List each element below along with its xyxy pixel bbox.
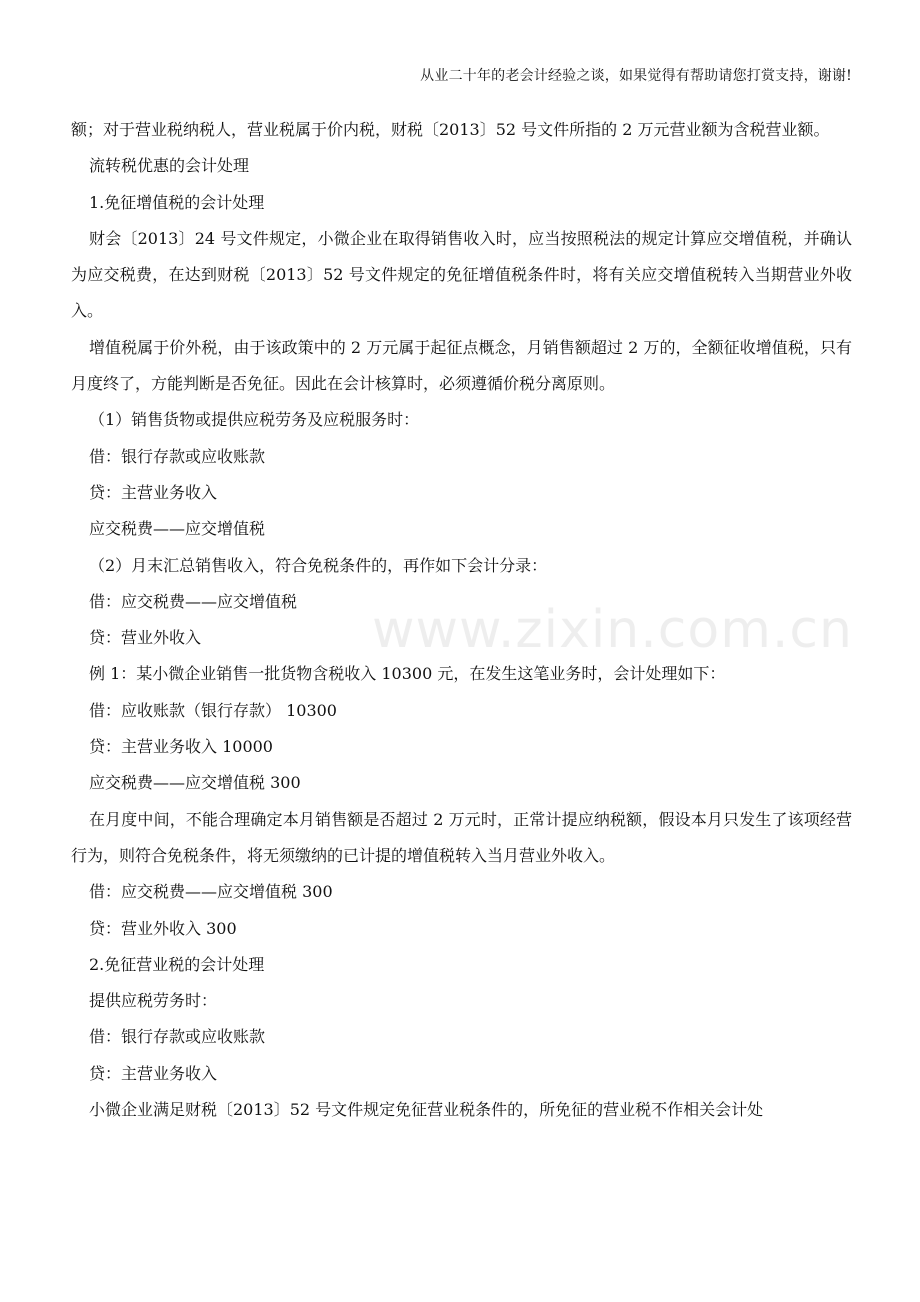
journal-credit: 贷：主营业务收入	[89, 482, 218, 502]
step-1-heading: （1）销售货物或提供应税劳务及应税服务时：	[89, 410, 420, 430]
journal-credit: 贷：主营业务收入 10000	[89, 737, 273, 757]
subheading-vat-exemption: 1.免征增值税的会计处理	[89, 192, 265, 212]
subheading-business-tax-exemption: 2.免征营业税的会计处理	[89, 954, 265, 974]
paragraph-regulation: 财会〔2013〕24 号文件规定，小微企业在取得销售收入时，应当按照税法的规定计算应交增值税，并确认为应交税费，在达到财税〔2013〕52 号文件规定的免征增值税条件时，将有关应交增值税转入当期营业外收入。	[71, 228, 852, 321]
journal-credit-sub: 应交税费——应交增值税 300	[89, 773, 301, 793]
example-1-heading: 例 1：某小微企业销售一批货物含税收入 10300 元，在发生这笔业务时，会计处理如下：	[89, 664, 726, 684]
section-heading-turnover-tax: 流转税优惠的会计处理	[89, 156, 250, 176]
journal-credit: 贷：主营业务收入	[89, 1063, 218, 1083]
step-2-heading: （2）月末汇总销售收入，符合免税条件的，再作如下会计分录：	[89, 555, 548, 575]
header-note: 从业二十年的老会计经验之谈，如果觉得有帮助请您打赏支持，谢谢!	[420, 68, 852, 84]
document-body	[71, 112, 852, 1128]
paragraph-business-tax-note: 小微企业满足财税〔2013〕52 号文件规定免征营业税条件的，所免征的营业税不作相关会计处	[89, 1100, 764, 1120]
header-divider	[68, 92, 852, 93]
journal-debit: 借：银行存款或应收账款	[89, 446, 266, 466]
journal-debit: 借：应收账款（银行存款） 10300	[89, 700, 337, 720]
paragraph-continuation: 额；对于营业税纳税人，营业税属于价内税，财税〔2013〕52 号文件所指的 2 万元营业额为含税营业额。	[71, 120, 830, 139]
journal-debit: 借：应交税费——应交增值税	[89, 591, 298, 611]
journal-credit: 贷：营业外收入 300	[89, 918, 237, 938]
journal-debit: 借：银行存款或应收账款	[89, 1027, 266, 1047]
journal-credit-sub: 应交税费——应交增值税	[89, 519, 266, 539]
paragraph-taxable-services: 提供应税劳务时：	[89, 991, 218, 1011]
watermark: www.zixin.com.cn	[372, 600, 853, 660]
paragraph-vat-explanation: 增值税属于价外税，由于该政策中的 2 万元属于起征点概念，月销售额超过 2 万的，全额征收增值税，只有月度终了，方能判断是否免征。因此在会计核算时，必须遵循价税分离原则。	[71, 337, 852, 394]
journal-credit: 贷：营业外收入	[89, 628, 202, 648]
journal-debit: 借：应交税费——应交增值税 300	[89, 882, 333, 902]
paragraph-mid-month: 在月度中间，不能合理确定本月销售额是否超过 2 万元时，正常计提应纳税额，假设本月只发生了该项经营行为，则符合免税条件，将无须缴纳的已计提的增值税转入当月营业外收入。	[71, 809, 852, 865]
